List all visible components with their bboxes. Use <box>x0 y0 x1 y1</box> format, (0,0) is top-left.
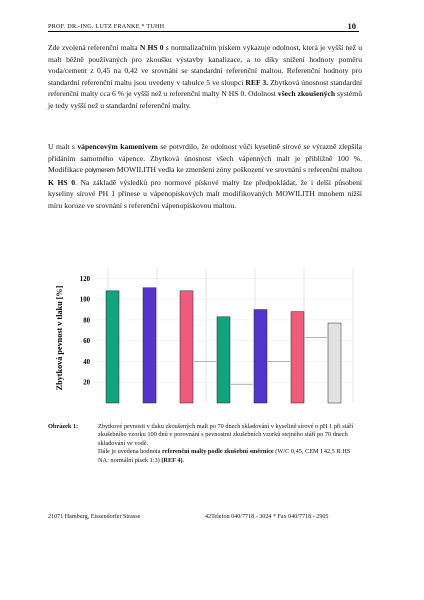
y-tick-label: 20 <box>83 379 90 387</box>
para2-text-2: se potvrdilo, že odolnost vůči kyselině sírové se výrazně zlepšila přidáním samotného vápence. Zbytková únosnost všech vápenných malt je přibližně 100 %. Modifikace <box>48 142 362 175</box>
chart-bar <box>180 291 193 403</box>
caption-bold-2: (REF 4) <box>161 456 183 464</box>
caption-bold-1: referenční malty podle zkušební směrnice <box>162 448 274 456</box>
caption-text-2: Dále je uvedena hodnota <box>98 448 162 456</box>
figure-caption <box>98 423 356 465</box>
para2-text-3: MOWILITH vedla ke zmenšení zóny poškození ve srovnání s referenční maltou <box>114 165 362 175</box>
header-rule <box>48 31 359 32</box>
paragraph-1 <box>48 42 362 112</box>
para1-text-2: s normalizačním pískem vykazuje odolnost, která je vyšší než u malt běžně používaných pro zkoušku výstavby kanalizace, a to díky snížení hodnoty poměru voda/cement z 0,45 na 0,42 ve srovnání se standardní referenční maltou. Referenční hodnoty pro standardní referenční maltu jsou uvedeny v tabulce 5 ve sloupci <box>48 43 362 87</box>
para1-bold-1: N HS 0 <box>139 43 164 52</box>
para1-text-4: systémů je tedy vyšší než u standardní referenční malty. <box>48 89 362 110</box>
chart-bar <box>254 310 267 403</box>
caption-text-3: (W/C 0,45, CEM I 42,5 R HS NA: normální písek 1:3) <box>98 448 351 464</box>
chart-bar <box>143 288 156 403</box>
y-tick-label: 40 <box>83 358 90 366</box>
y-axis-label: Zbytková pevnost v tlaku [%] <box>55 285 64 391</box>
chart-bar <box>328 323 341 403</box>
para1-text-3: Zbytková únosnost standardní referenční malty cca 6 % je vyšší než u referenční malty N HS 0. Odolnost <box>48 77 363 99</box>
caption-text-1: Zbytkové pevnosti v tlaku zkoušených malt po 70 dnech skladování v kyselině sírové o pH 1 při stáří zkušebního vzorku 100 dnů v porovnání s pevnostmi zkušebních vzorků stejného stáří po 70 dnech skladování ve vodě. <box>98 423 354 447</box>
para2-polymer-word: polymerem <box>85 167 115 175</box>
para2-bold-2: K HS 0 <box>48 177 76 187</box>
y-tick-label: 60 <box>83 338 90 346</box>
y-tick-label: 80 <box>83 317 90 325</box>
caption-text-4: . <box>182 456 185 464</box>
para2-bold-1: vápencovým kamenivem <box>77 142 158 151</box>
para1-bold-3: všech zkoušených <box>277 89 336 99</box>
y-tick-label: 100 <box>79 296 90 304</box>
footer-contact: 42Telefon 040/7718 - 3024 * Fax 040/7718 - 2905 <box>205 514 329 520</box>
y-ticks <box>80 276 91 387</box>
chart-bars <box>106 288 341 403</box>
header-author: PROF. DR.-ING. LUTZ FRANKE * TUHH <box>48 23 165 30</box>
para2-text-4: . Na základě výsledků pro normové pískové malty lze předpokládat, že i delší působení kyseliny sírové PH 1 přinese u vápenopískových malt modifikovaných MOWILITH mnohem nižší míru koroze ve srovnání s referenční vápenopískovou maltou. <box>48 177 362 210</box>
caption-label: Obrázek 1: <box>48 423 79 430</box>
chart-bar <box>291 312 304 403</box>
figure-chart <box>48 258 356 408</box>
para2-text-1: U malt s <box>48 142 78 151</box>
para1-text-1: Zde zvolená referenční malta <box>48 43 140 52</box>
chart-bar <box>217 317 230 403</box>
page-number: 10 <box>347 21 356 31</box>
footer-address: 21071 Hamburg, Eissendorfer Strasse <box>48 514 141 520</box>
paragraph-2 <box>48 141 362 212</box>
y-tick-label: 120 <box>79 275 90 283</box>
para1-bold-2: REF 3. <box>245 77 269 87</box>
chart-bar <box>106 291 119 403</box>
chart-svg <box>48 258 356 408</box>
